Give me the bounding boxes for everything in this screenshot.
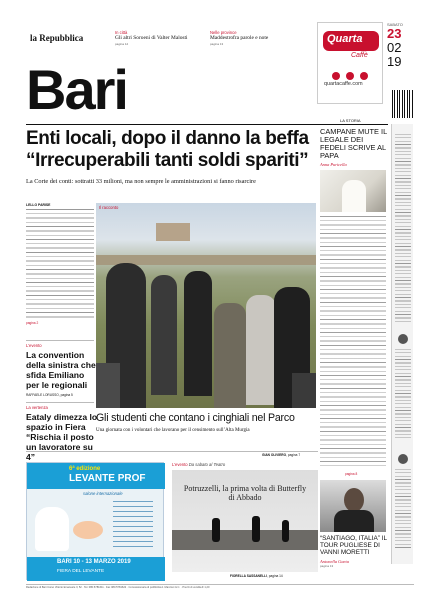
photo-headline: Potruzzelli, la prima volta di Butterfly di Abbado	[183, 484, 307, 502]
ad-edition: 6ª edizione	[69, 466, 101, 472]
brand-url: quartacaffe.com	[324, 81, 363, 87]
lead-title-line1: Enti locali, dopo il danno la beffa	[26, 128, 309, 149]
teaser-title: Maddestrofra parole e note	[210, 35, 269, 41]
story-byline: Antonella Gaeta	[320, 558, 349, 564]
body-text-filler	[26, 209, 94, 319]
info-icon	[398, 454, 408, 464]
paper-name: la Repubblica	[30, 33, 84, 43]
story-page: pagina 14	[268, 574, 283, 578]
person	[151, 275, 177, 395]
dancer	[282, 520, 289, 542]
date-dd: 23	[387, 26, 402, 41]
teaser-left[interactable]	[115, 30, 205, 46]
story-title: La convention della sinistra che sfida Emiliano per le regionali	[26, 350, 96, 390]
story-title: CAMPANE MUTE IL LEGALE DEI FEDELI SCRIVE AL PAPA	[320, 127, 387, 160]
teaser-right[interactable]	[210, 30, 305, 46]
lead-subtitle: La Corte dei conti: sottratti 33 milioni, ma non sempre le amministrazioni si fanno risarcire	[26, 178, 256, 185]
brand-name: Quarta	[327, 33, 363, 45]
date-yy: 19	[387, 54, 402, 69]
story-kicker: La vertenza	[26, 405, 48, 410]
teaser-kicker: In città	[115, 30, 128, 35]
story-byline: RAFFAELE LORUSSO	[26, 393, 59, 397]
lead-title-line2: “Irrecuperabili tanti soldi spariti”	[26, 150, 309, 171]
figure-white	[342, 180, 366, 212]
lead-story[interactable]	[26, 128, 326, 185]
story-campane[interactable]	[320, 128, 388, 167]
right-section-label: LA STORIA	[340, 118, 361, 123]
story-butterfly[interactable]	[172, 462, 318, 467]
photo-story-byline: GIAN OLIVIERO	[262, 453, 287, 457]
city-title: Bari	[26, 58, 127, 121]
story-page: pagina 5	[60, 393, 73, 397]
instagram-icon	[346, 72, 354, 80]
date-box	[387, 22, 413, 69]
teaser-page: pagina 13	[210, 41, 224, 46]
story-page: pagina 13	[320, 563, 334, 568]
stage-band	[172, 530, 318, 550]
story-byline: Anna Puricella	[320, 162, 347, 167]
story-title: Eataly dimezza lo spazio in Fiera “Rischia il posto un lavoratore su 4”	[26, 412, 98, 462]
butterfly-byline-row: FIORELLA SASSANELLI, pagina 14	[230, 574, 283, 578]
facebook-icon	[332, 72, 340, 80]
story-campane-body	[320, 216, 386, 466]
story-kicker-rest: Da sabato al Teatro	[188, 462, 226, 467]
portrait-body	[334, 510, 374, 532]
chef-figure	[35, 507, 69, 551]
photo-story-byline-row: GIAN OLIVIERO, pagina 7	[262, 453, 301, 457]
index-strip	[391, 124, 413, 564]
brand-subname: Caffè	[351, 52, 368, 59]
story-kicker: L’evento	[172, 462, 188, 467]
date-day: SABATO	[387, 22, 403, 27]
person	[292, 373, 316, 408]
teaser-kicker: Nelle province	[210, 30, 237, 35]
moretti-photo[interactable]	[320, 480, 386, 532]
photo-label: Il racconto	[99, 205, 119, 210]
ad-venue: FIERA DEL LEVANTE	[57, 569, 105, 574]
person	[96, 363, 120, 408]
story-campane-page: pagina 8	[345, 472, 358, 476]
food-plate	[73, 521, 103, 539]
left-column	[26, 203, 94, 325]
story-byline: FIORELLA SASSANELLI	[230, 574, 267, 578]
weather-icon	[398, 334, 408, 344]
story-moretti[interactable]	[320, 535, 390, 568]
dancer	[252, 516, 260, 542]
distant-farmhouse	[156, 223, 190, 241]
story-kicker: L’evento	[26, 343, 42, 348]
photo-story-subtitle: Una giornata con i volontari che lavorano per il censimento sull’Alta Murgia	[96, 428, 250, 433]
portrait-head	[344, 488, 364, 512]
photo-story[interactable]	[96, 412, 318, 433]
photo-story-title: Gli studenti che contano i cinghiali nel Parco	[96, 412, 295, 424]
butterfly-photo[interactable]	[172, 470, 318, 572]
pope-photo[interactable]	[320, 170, 386, 212]
story-title: “SANTIAGO, ITALIA” IL TOUR PUGLIESE DI VANNI MORETTI	[320, 535, 387, 557]
footer-text: Redazione di Bari Corso Vittorio Emanuele II, 52 · Tel. 080.5781611 · Fax 080.5781622 · Concessionaria di pubblicità A. Manzoni & C. · Prezzi di vendita € 1,20	[26, 586, 210, 589]
story-convention[interactable]: L’evento La convention della sinistra che sfida Emiliano per le regionali RAFFAELE LORUSSO, pagina 5	[26, 343, 96, 397]
teaser-page: pagina 12	[115, 41, 129, 46]
photo-story-page: pagina 7	[287, 453, 301, 457]
ad-dates: BARI 10 - 13 MARZO 2019	[57, 559, 131, 565]
story-eataly[interactable]	[26, 405, 98, 469]
person	[214, 303, 246, 408]
ad-quarta-caffe[interactable]	[317, 22, 383, 104]
ad-name: LEVANTE PROF	[69, 473, 146, 484]
ad-levante-prof[interactable]	[26, 462, 164, 580]
brand-badge	[323, 31, 379, 51]
teaser-title: Gli altri Soroeni di Valter Malosti	[115, 35, 188, 41]
lead-byline: LELLO PARISE	[26, 203, 51, 207]
ad-tagline: salone internazionale	[83, 491, 123, 496]
person	[246, 295, 276, 405]
barcode	[392, 90, 414, 118]
main-photo[interactable]	[96, 203, 316, 408]
ad-item-list	[113, 501, 153, 551]
person	[184, 271, 212, 396]
dancer	[212, 518, 220, 542]
youtube-icon	[360, 72, 368, 80]
date-mm: 02	[387, 40, 402, 55]
lead-page: pagina 2	[26, 321, 39, 325]
